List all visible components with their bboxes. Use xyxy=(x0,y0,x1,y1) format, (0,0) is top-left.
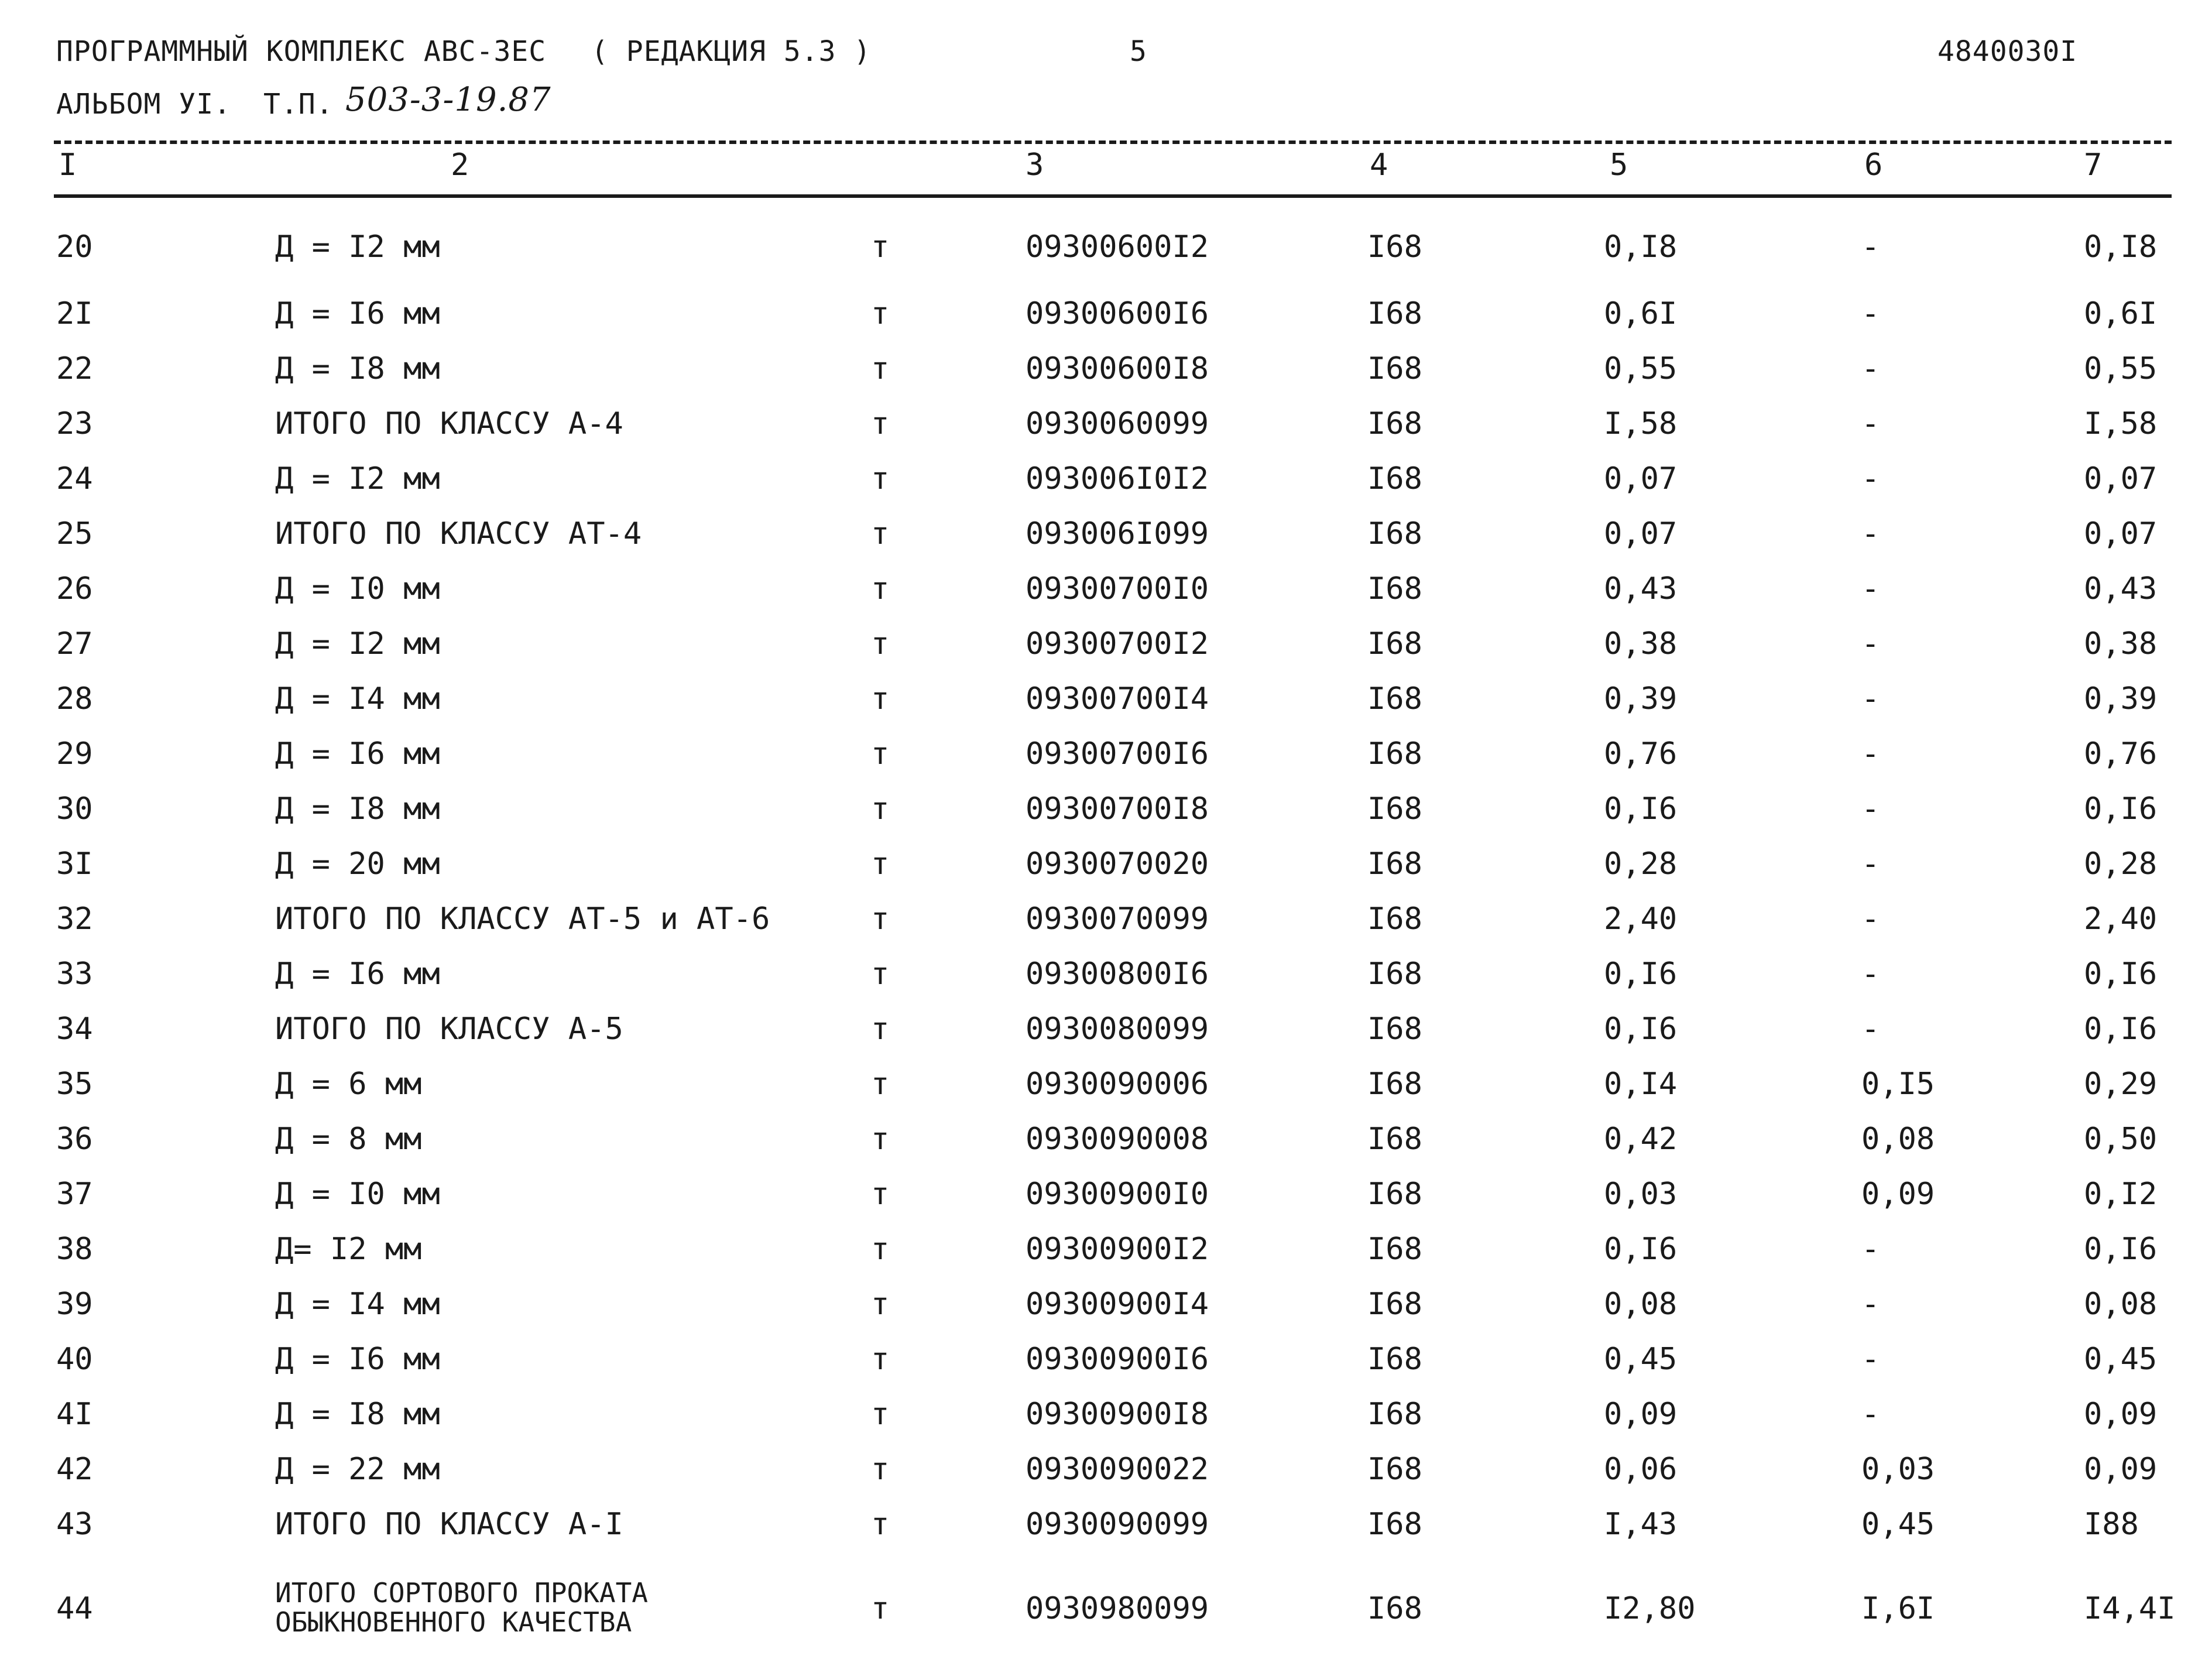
row-col6-value: - xyxy=(1861,1232,1880,1267)
row-description: Д = 6 мм xyxy=(275,1067,422,1102)
row-col4-value: I68 xyxy=(1367,1122,1422,1157)
table-row xyxy=(0,406,2212,453)
row-code: 09300900I6 xyxy=(1026,1342,1209,1377)
row-description: ИТОГО ПО КЛАССУ АТ-5 и АТ-6 xyxy=(275,902,770,937)
row-col4-value: I68 xyxy=(1367,1591,1422,1626)
row-number: 23 xyxy=(56,406,93,441)
row-unit: т xyxy=(871,1177,890,1212)
row-col7-value: 0,39 xyxy=(2084,681,2158,717)
row-col5-value: 0,38 xyxy=(1604,626,1678,661)
row-number: 4I xyxy=(56,1397,93,1432)
row-description: ИТОГО ПО КЛАССУ А-5 xyxy=(275,1012,623,1047)
row-col4-value: I68 xyxy=(1367,902,1422,937)
row-number: 42 xyxy=(56,1452,93,1487)
column-number-5: 5 xyxy=(1610,148,1628,183)
row-unit: т xyxy=(871,229,890,265)
row-col7-value: 0,I6 xyxy=(2084,1232,2158,1267)
row-unit: т xyxy=(871,461,890,496)
row-col7-value: 0,76 xyxy=(2084,736,2158,772)
row-unit: т xyxy=(871,736,890,772)
row-description: ИТОГО ПО КЛАССУ АТ-4 xyxy=(275,516,642,551)
row-col4-value: I68 xyxy=(1367,406,1422,441)
row-description: ИТОГО ПО КЛАССУ А-4 xyxy=(275,406,623,441)
row-code: 0930070099 xyxy=(1026,902,1209,937)
column-number-7: 7 xyxy=(2084,148,2103,183)
row-col7-value: 0,29 xyxy=(2084,1067,2158,1102)
row-number: 25 xyxy=(56,516,93,551)
row-col5-value: 0,76 xyxy=(1604,736,1678,772)
table-row xyxy=(0,1507,2212,1554)
table-row xyxy=(0,1067,2212,1113)
row-col4-value: I68 xyxy=(1367,1452,1422,1487)
row-code: 093006I099 xyxy=(1026,516,1209,551)
row-description-line-2: ОБЫКНОВЕННОГО КАЧЕСТВА xyxy=(275,1606,632,1638)
row-col6-value: - xyxy=(1861,957,1880,992)
row-number: 35 xyxy=(56,1067,93,1102)
row-code: 09300900I0 xyxy=(1026,1177,1209,1212)
row-col4-value: I68 xyxy=(1367,571,1422,606)
row-col6-value: - xyxy=(1861,296,1880,331)
header-edition: ( РЕДАКЦИЯ 5.3 ) xyxy=(591,35,872,68)
row-col5-value: 0,I8 xyxy=(1604,229,1678,265)
row-col4-value: I68 xyxy=(1367,1232,1422,1267)
row-code: 09300700I2 xyxy=(1026,626,1209,661)
row-unit: т xyxy=(871,1067,890,1102)
row-col4-value: I68 xyxy=(1367,461,1422,496)
row-description: Д = I4 мм xyxy=(275,681,440,717)
row-col6-value: - xyxy=(1861,229,1880,265)
row-description: Д = I6 мм xyxy=(275,957,440,992)
row-unit: т xyxy=(871,296,890,331)
row-col6-value: - xyxy=(1861,1287,1880,1322)
column-number-6: 6 xyxy=(1864,148,1883,183)
table-row xyxy=(0,516,2212,563)
column-number-3: 3 xyxy=(1026,148,1044,183)
table-row xyxy=(0,1397,2212,1444)
row-col5-value: I,43 xyxy=(1604,1507,1678,1542)
row-code: 09300700I0 xyxy=(1026,571,1209,606)
row-unit: т xyxy=(871,957,890,992)
table-row xyxy=(0,681,2212,728)
row-col5-value: 0,55 xyxy=(1604,351,1678,386)
row-code: 09300700I8 xyxy=(1026,791,1209,827)
row-code: 09300600I8 xyxy=(1026,351,1209,386)
row-col6-value: - xyxy=(1861,681,1880,717)
row-col5-value: 0,39 xyxy=(1604,681,1678,717)
row-col6-value: - xyxy=(1861,1342,1880,1377)
row-col5-value: 0,03 xyxy=(1604,1177,1678,1212)
row-description: Д = I2 мм xyxy=(275,461,440,496)
row-col7-value: 0,I8 xyxy=(2084,229,2158,265)
table-row xyxy=(0,1122,2212,1168)
table-row xyxy=(0,736,2212,783)
table-row xyxy=(0,1177,2212,1223)
row-col5-value: 0,45 xyxy=(1604,1342,1678,1377)
row-description: Д = I8 мм xyxy=(275,351,440,386)
row-col7-value: 2,40 xyxy=(2084,902,2158,937)
row-col4-value: I68 xyxy=(1367,957,1422,992)
row-unit: т xyxy=(871,681,890,717)
row-col5-value: 0,I4 xyxy=(1604,1067,1678,1102)
row-code: 09300600I2 xyxy=(1026,229,1209,265)
row-col4-value: I68 xyxy=(1367,1287,1422,1322)
table-row xyxy=(0,1452,2212,1499)
row-col5-value: 0,06 xyxy=(1604,1452,1678,1487)
row-col5-value: 0,I6 xyxy=(1604,957,1678,992)
row-description-line-1: ИТОГО СОРТОВОГО ПРОКАТА xyxy=(275,1577,648,1609)
row-col7-value: 0,09 xyxy=(2084,1452,2158,1487)
header-tp-label: Т.П. xyxy=(263,88,334,121)
row-col5-value: 2,40 xyxy=(1604,902,1678,937)
row-unit: т xyxy=(871,406,890,441)
row-col5-value: 0,I6 xyxy=(1604,791,1678,827)
row-code: 0930090099 xyxy=(1026,1507,1209,1542)
row-col6-value: 0,09 xyxy=(1861,1177,1935,1212)
table-row xyxy=(0,957,2212,1003)
row-code: 0930090006 xyxy=(1026,1067,1209,1102)
row-col7-value: 0,I6 xyxy=(2084,957,2158,992)
row-description: Д = 8 мм xyxy=(275,1122,422,1157)
row-col7-value: 0,07 xyxy=(2084,461,2158,496)
table-row xyxy=(0,1342,2212,1389)
row-description: Д = I4 мм xyxy=(275,1287,440,1322)
row-col5-value: I,58 xyxy=(1604,406,1678,441)
row-unit: т xyxy=(871,571,890,606)
row-number: 37 xyxy=(56,1177,93,1212)
row-unit: т xyxy=(871,846,890,882)
row-number: 2I xyxy=(56,296,93,331)
row-col4-value: I68 xyxy=(1367,1012,1422,1047)
row-description: Д = I0 мм xyxy=(275,1177,440,1212)
row-description: Д = I6 мм xyxy=(275,736,440,772)
column-number-4: 4 xyxy=(1370,148,1388,183)
row-col7-value: 0,50 xyxy=(2084,1122,2158,1157)
row-description: Д = I8 мм xyxy=(275,791,440,827)
row-col4-value: I68 xyxy=(1367,1342,1422,1377)
row-col7-value: 0,6I xyxy=(2084,296,2158,331)
row-col4-value: I68 xyxy=(1367,516,1422,551)
row-col5-value: 0,28 xyxy=(1604,846,1678,882)
row-unit: т xyxy=(871,791,890,827)
table-row xyxy=(0,626,2212,673)
row-description: Д = I2 мм xyxy=(275,626,440,661)
row-code: 0930070020 xyxy=(1026,846,1209,882)
row-col7-value: I,58 xyxy=(2084,406,2158,441)
row-col6-value: - xyxy=(1861,1397,1880,1432)
column-number-2: 2 xyxy=(451,148,469,183)
row-code: 09300900I4 xyxy=(1026,1287,1209,1322)
row-col4-value: I68 xyxy=(1367,1397,1422,1432)
row-col4-value: I68 xyxy=(1367,846,1422,882)
row-col6-value: - xyxy=(1861,406,1880,441)
row-col5-value: 0,43 xyxy=(1604,571,1678,606)
row-number: 32 xyxy=(56,902,93,937)
row-number: 39 xyxy=(56,1287,93,1322)
row-col7-value: 0,28 xyxy=(2084,846,2158,882)
row-col5-value: 0,09 xyxy=(1604,1397,1678,1432)
row-col5-value: I2,80 xyxy=(1604,1591,1696,1626)
header-program-title: ПРОГРАММНЫЙ КОМПЛЕКС АВС-ЗЕС xyxy=(56,35,547,68)
row-col4-value: I68 xyxy=(1367,1067,1422,1102)
row-number: 24 xyxy=(56,461,93,496)
row-unit: т xyxy=(871,351,890,386)
page-number: 5 xyxy=(1130,35,1147,68)
row-col4-value: I68 xyxy=(1367,681,1422,717)
row-description xyxy=(275,1578,648,1637)
row-col7-value: 0,I2 xyxy=(2084,1177,2158,1212)
row-unit: т xyxy=(871,1287,890,1322)
row-code: 09300700I4 xyxy=(1026,681,1209,717)
row-col6-value: I,6I xyxy=(1861,1591,1935,1626)
header-album: АЛЬБОМ УI. xyxy=(56,88,231,121)
row-number: 44 xyxy=(56,1591,93,1626)
row-code: 09300600I6 xyxy=(1026,296,1209,331)
row-description: Д = I6 мм xyxy=(275,1342,440,1377)
row-unit: т xyxy=(871,1122,890,1157)
row-col4-value: I68 xyxy=(1367,351,1422,386)
row-col7-value: 0,07 xyxy=(2084,516,2158,551)
table-row xyxy=(0,296,2212,343)
table-row xyxy=(0,791,2212,838)
row-number: 36 xyxy=(56,1122,93,1157)
row-number: 29 xyxy=(56,736,93,772)
row-unit: т xyxy=(871,516,890,551)
row-col6-value: 0,08 xyxy=(1861,1122,1935,1157)
row-col6-value: 0,03 xyxy=(1861,1452,1935,1487)
row-number: 33 xyxy=(56,957,93,992)
row-description: Д = 20 мм xyxy=(275,846,440,882)
row-col7-value: 0,08 xyxy=(2084,1287,2158,1322)
row-col7-value: I88 xyxy=(2084,1507,2139,1542)
row-unit: т xyxy=(871,1507,890,1542)
row-description: Д = I0 мм xyxy=(275,571,440,606)
row-col7-value: 0,45 xyxy=(2084,1342,2158,1377)
row-number: 34 xyxy=(56,1012,93,1047)
row-unit: т xyxy=(871,1232,890,1267)
row-code: 09300800I6 xyxy=(1026,957,1209,992)
row-unit: т xyxy=(871,1342,890,1377)
row-unit: т xyxy=(871,1452,890,1487)
table-row xyxy=(0,1287,2212,1334)
row-col4-value: I68 xyxy=(1367,626,1422,661)
row-code: 093006I0I2 xyxy=(1026,461,1209,496)
row-description: Д= I2 мм xyxy=(275,1232,422,1267)
row-number: 20 xyxy=(56,229,93,265)
row-col4-value: I68 xyxy=(1367,296,1422,331)
row-code: 0930980099 xyxy=(1026,1591,1209,1626)
row-col6-value: - xyxy=(1861,1012,1880,1047)
row-col7-value: 0,09 xyxy=(2084,1397,2158,1432)
row-col6-value: - xyxy=(1861,736,1880,772)
row-col7-value: 0,38 xyxy=(2084,626,2158,661)
row-col4-value: I68 xyxy=(1367,791,1422,827)
row-number: 38 xyxy=(56,1232,93,1267)
row-code: 0930090008 xyxy=(1026,1122,1209,1157)
handwritten-project-number: 503-3-19.87 xyxy=(345,81,551,119)
row-description: Д = I2 мм xyxy=(275,229,440,265)
row-col5-value: 0,07 xyxy=(1604,516,1678,551)
row-unit: т xyxy=(871,1397,890,1432)
row-col7-value: I4,4I xyxy=(2084,1591,2176,1626)
row-description: Д = I8 мм xyxy=(275,1397,440,1432)
document-code: 4840030I xyxy=(1937,35,2078,68)
table-row xyxy=(0,846,2212,893)
row-col6-value: - xyxy=(1861,571,1880,606)
table-row xyxy=(0,1232,2212,1278)
row-code: 09300700I6 xyxy=(1026,736,1209,772)
column-number-1: I xyxy=(59,148,77,183)
row-number: 26 xyxy=(56,571,93,606)
row-code: 09300900I2 xyxy=(1026,1232,1209,1267)
row-col6-value: - xyxy=(1861,626,1880,661)
row-col6-value: - xyxy=(1861,516,1880,551)
row-number: 3I xyxy=(56,846,93,882)
row-number: 40 xyxy=(56,1342,93,1377)
table-row xyxy=(0,1577,2212,1638)
row-unit: т xyxy=(871,1012,890,1047)
row-col5-value: 0,42 xyxy=(1604,1122,1678,1157)
row-number: 30 xyxy=(56,791,93,827)
table-row xyxy=(0,902,2212,948)
row-number: 28 xyxy=(56,681,93,717)
row-code: 0930080099 xyxy=(1026,1012,1209,1047)
row-col4-value: I68 xyxy=(1367,1177,1422,1212)
row-col5-value: 0,08 xyxy=(1604,1287,1678,1322)
row-col6-value: - xyxy=(1861,791,1880,827)
row-col5-value: 0,I6 xyxy=(1604,1232,1678,1267)
row-col5-value: 0,I6 xyxy=(1604,1012,1678,1047)
row-col6-value: 0,I5 xyxy=(1861,1067,1935,1102)
row-code: 09300900I8 xyxy=(1026,1397,1209,1432)
table-row xyxy=(0,351,2212,398)
row-code: 0930060099 xyxy=(1026,406,1209,441)
row-col7-value: 0,I6 xyxy=(2084,1012,2158,1047)
row-unit: т xyxy=(871,1591,890,1626)
row-description: Д = I6 мм xyxy=(275,296,440,331)
row-col5-value: 0,6I xyxy=(1604,296,1678,331)
row-col6-value: 0,45 xyxy=(1861,1507,1935,1542)
row-col6-value: - xyxy=(1861,461,1880,496)
row-col4-value: I68 xyxy=(1367,736,1422,772)
row-description: Д = 22 мм xyxy=(275,1452,440,1487)
row-unit: т xyxy=(871,626,890,661)
row-unit: т xyxy=(871,902,890,937)
row-code: 0930090022 xyxy=(1026,1452,1209,1487)
table-row xyxy=(0,1012,2212,1058)
table-row xyxy=(0,571,2212,618)
row-col4-value: I68 xyxy=(1367,229,1422,265)
row-number: 27 xyxy=(56,626,93,661)
row-description: ИТОГО ПО КЛАССУ А-I xyxy=(275,1507,623,1542)
row-col6-value: - xyxy=(1861,351,1880,386)
row-col7-value: 0,I6 xyxy=(2084,791,2158,827)
row-col6-value: - xyxy=(1861,846,1880,882)
row-col7-value: 0,55 xyxy=(2084,351,2158,386)
row-number: 43 xyxy=(56,1507,93,1542)
row-col7-value: 0,43 xyxy=(2084,571,2158,606)
table-row xyxy=(0,229,2212,276)
table-row xyxy=(0,461,2212,508)
row-col4-value: I68 xyxy=(1367,1507,1422,1542)
row-col6-value: - xyxy=(1861,902,1880,937)
row-col5-value: 0,07 xyxy=(1604,461,1678,496)
row-number: 22 xyxy=(56,351,93,386)
